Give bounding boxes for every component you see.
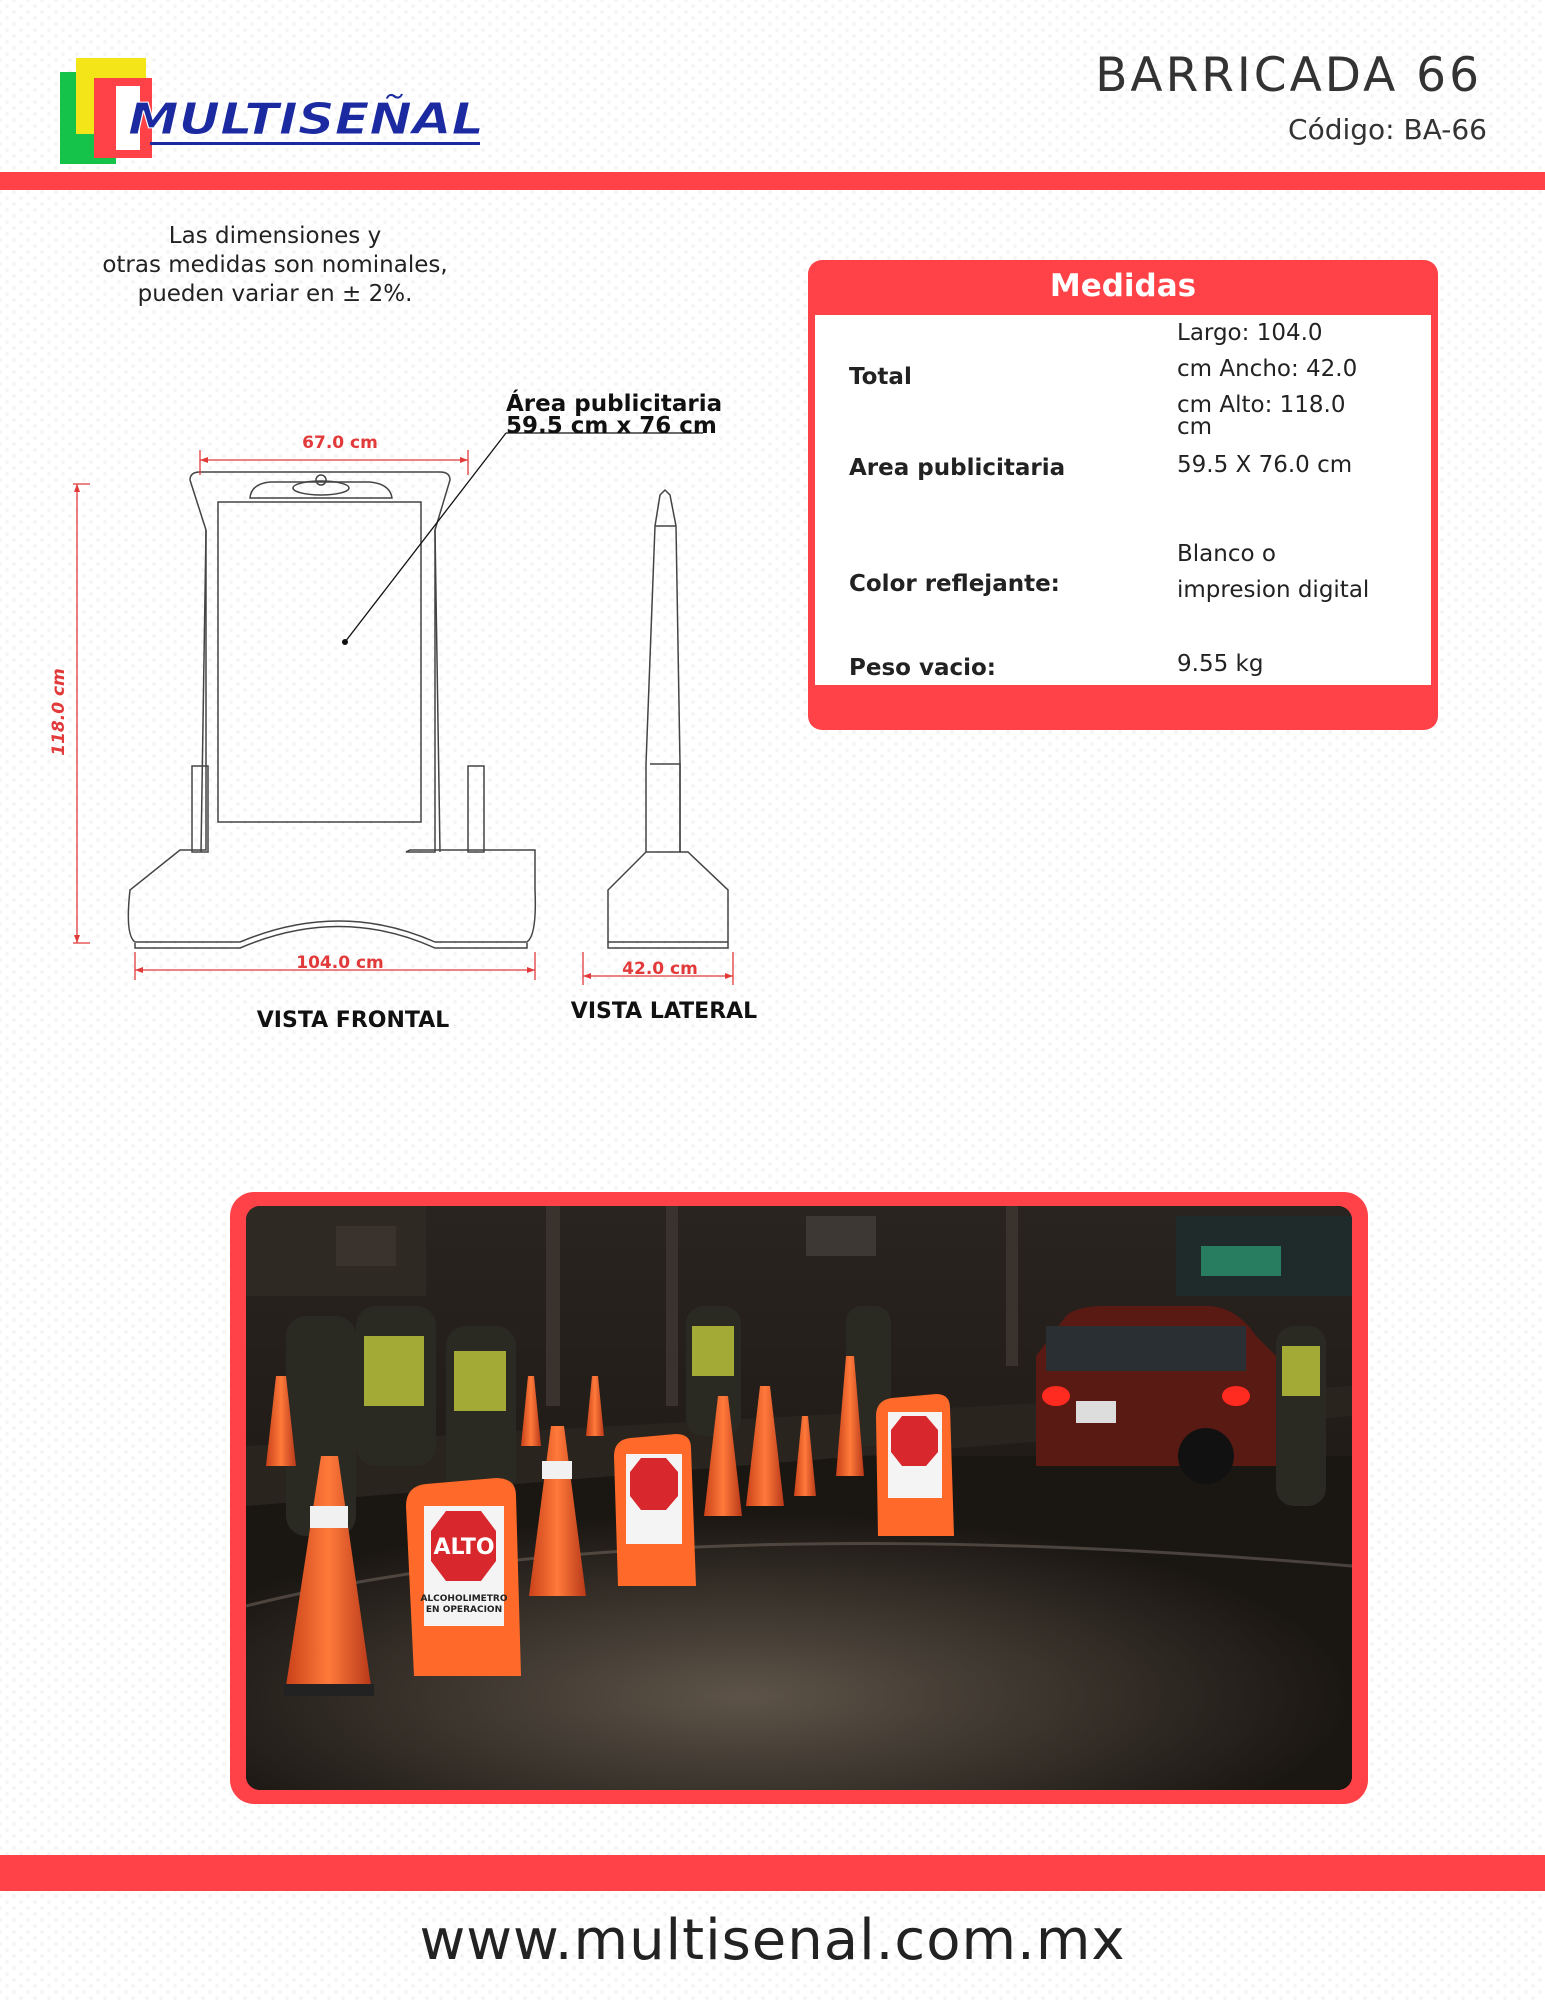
logo-wordmark: MULTISEÑAL	[128, 94, 436, 145]
front-view-outline	[128, 472, 535, 942]
barricade-sign	[406, 1478, 521, 1676]
website-link[interactable]: www.multisenal.com.mx	[419, 1908, 1126, 1973]
spec-label-area: Area publicitaria	[849, 455, 1066, 481]
spec-value-weight: 9.55 kg	[1177, 651, 1264, 677]
area-callout-line1: Área publicitaria	[506, 391, 723, 417]
spec-value-line: cm Ancho: 42.0	[1177, 356, 1358, 382]
footer-bar	[0, 1855, 1545, 1891]
spec-value-total	[1177, 315, 1377, 445]
dim-side-width: 42.0 cm	[622, 959, 698, 979]
technical-drawing	[40, 380, 780, 1040]
side-view-outline	[608, 490, 728, 942]
dim-top-width: 67.0 cm	[302, 433, 378, 453]
dimensions-note	[90, 222, 460, 309]
product-photo	[246, 1206, 1352, 1790]
brand-logo	[58, 58, 488, 168]
spec-value-line: cm	[1177, 414, 1213, 440]
note-line: Las dimensiones y	[168, 223, 382, 249]
spec-label-weight: Peso vacio:	[849, 655, 996, 681]
label-side-view: VISTA LATERAL	[570, 999, 758, 1024]
note-line: otras medidas son nominales,	[102, 252, 448, 278]
area-callout-line2: 59.5 cm x 76 cm	[506, 413, 717, 439]
spec-label-color: Color reflejante:	[849, 571, 1060, 597]
product-code: Código: BA-66	[1288, 113, 1487, 146]
spec-value-line: Largo: 104.0	[1177, 320, 1323, 346]
label-front-view: VISTA FRONTAL	[256, 1008, 450, 1033]
specs-panel	[808, 260, 1438, 730]
note-line: pueden variar en ± 2%.	[137, 281, 413, 307]
spec-value-color	[1177, 536, 1377, 608]
spec-value-line: impresion digital	[1177, 577, 1370, 603]
header-divider	[0, 172, 1545, 190]
page-title: BARRICADA 66	[1095, 48, 1482, 103]
dim-height: 118.0 cm	[49, 668, 69, 756]
stop-sign-subtext-line1: ALCOHOLIMETRO	[420, 1594, 508, 1604]
spec-label-total: Total	[849, 364, 912, 390]
stop-sign-subtext-line2: EN OPERACION	[425, 1605, 503, 1615]
stop-sign-text: ALTO	[433, 1535, 495, 1560]
spec-value-line: cm Alto: 118.0	[1177, 392, 1346, 418]
specs-title: Medidas	[1049, 268, 1197, 304]
product-photo-frame	[230, 1192, 1368, 1804]
specs-table	[815, 315, 1431, 685]
spec-value-area: 59.5 X 76.0 cm	[1177, 452, 1353, 478]
dim-base-width: 104.0 cm	[296, 953, 384, 973]
spec-value-line: Blanco o	[1177, 541, 1276, 567]
